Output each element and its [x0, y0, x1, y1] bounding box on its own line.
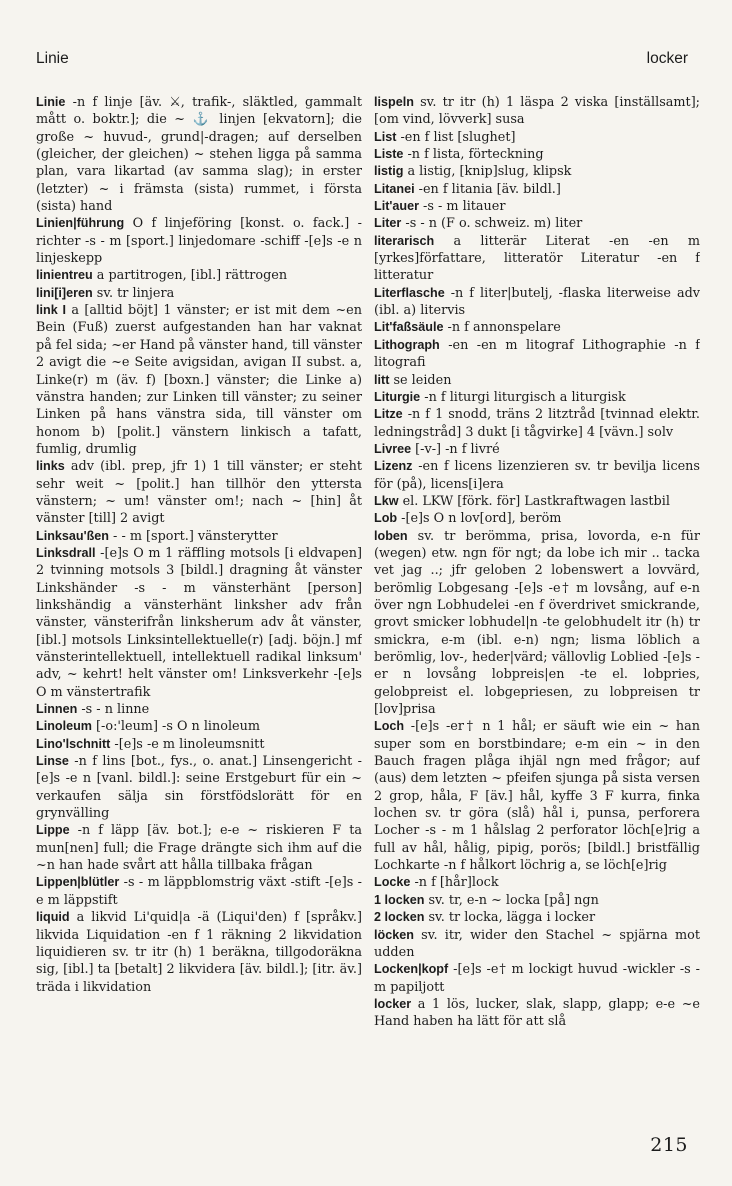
- entry-text: el. LKW [förk. för] Lastkraftwagen lastbil: [398, 493, 670, 509]
- dictionary-entry: [36, 822, 362, 874]
- entry-headword: Litanei: [374, 181, 415, 196]
- dictionary-entry: [374, 94, 700, 129]
- dictionary-entry: [374, 285, 700, 320]
- entry-headword: Liste: [374, 147, 404, 162]
- entry-text: -s - m läppblomstrig växt -stift -[e]s -e m läppstift: [36, 875, 362, 908]
- entry-headword: Livree: [374, 441, 412, 456]
- dictionary-entry: [36, 736, 362, 753]
- entry-text: -en f list [slughet]: [396, 129, 516, 145]
- dictionary-entry: [374, 319, 700, 336]
- entry-text: -s - n linne: [77, 702, 150, 718]
- entry-headword: Lob: [374, 511, 398, 526]
- dictionary-entry: [374, 493, 700, 510]
- dictionary-entry: [374, 146, 700, 163]
- dictionary-entry: [374, 961, 700, 996]
- entry-text: -n f [hår]lock: [410, 875, 499, 891]
- entry-headword: liquid: [36, 910, 70, 925]
- entry-text: a 1 lös, lucker, slak, slapp, glapp; e-e ~e Hand haben ha lätt för att slå: [374, 996, 700, 1030]
- entry-headword: Lippe: [36, 823, 70, 838]
- dictionary-entry: [374, 441, 700, 458]
- dictionary-entry: [374, 198, 700, 215]
- entry-text: sv. tr, e-n ~ locka [på] ngn: [424, 892, 599, 908]
- entry-headword: Lkw: [374, 493, 399, 508]
- entry-text: -n f lista, förteckning: [403, 147, 544, 163]
- entry-headword: Locken|kopf: [374, 962, 449, 977]
- dictionary-entry: [374, 874, 700, 891]
- right-column: [374, 94, 700, 1144]
- dictionary-entry: [36, 718, 362, 735]
- running-head-left: Linie: [36, 50, 69, 67]
- entry-text: [-v-] -n f livré: [411, 441, 500, 457]
- entry-headword: Loch: [374, 719, 405, 734]
- entry-text: O f linjeföring [konst. o. fack.] -richter -s - m [sport.] linjedomare -schiff -[e]s -e n linjeskepp: [36, 216, 362, 267]
- dictionary-entry: [374, 233, 700, 285]
- entry-text: a litterär Literat -en -en m [yrkes]författare, litteratör Literatur -en f litteratur: [374, 233, 700, 284]
- dictionary-entry: [374, 927, 700, 962]
- entry-text: -en f litania [äv. bildl.]: [414, 181, 561, 197]
- entry-text: -[e]s O m 1 räffling motsols [i eldvapen] 2 tvinning motsols 3 [bildl.] dragning åt vänster Linkshänder -s - m vänsterhänt [person] linkshändig a vänsterhänt linksher adv från vänster, vänsterifrån linksherum adv åt vänster, [ibl.] motsols Linksintellektuelle(r) [adj. böjn.] mf vänsterintellektuell, intellektuell radikal linksum' adv, ~ kehrt! helt vänster om! Linksverkehr -[e]s O m vänstertrafik: [36, 545, 362, 700]
- entry-headword: loben: [374, 528, 408, 543]
- dictionary-entry: [36, 458, 362, 527]
- entry-headword: Linse: [36, 754, 69, 769]
- entry-headword: link I: [36, 303, 67, 318]
- entry-headword: listig: [374, 164, 404, 179]
- entry-text: -[e]s O n lov[ord], beröm: [397, 511, 562, 527]
- entry-headword: Linie: [36, 95, 66, 109]
- entry-headword: lini[i]eren: [36, 285, 93, 300]
- entry-headword: lispeln: [374, 95, 414, 109]
- entry-headword: List: [374, 129, 397, 144]
- dictionary-entry: [374, 372, 700, 389]
- entry-headword: Litze: [374, 407, 403, 422]
- entry-text: sv. itr, wider den Stachel ~ spjärna mot udden: [374, 927, 700, 960]
- entry-headword: locker: [374, 996, 412, 1011]
- entry-headword: 2 locken: [374, 910, 425, 925]
- dictionary-entry: [374, 129, 700, 146]
- dictionary-entry: [374, 181, 700, 198]
- dictionary-entry: [374, 337, 700, 372]
- dictionary-entry: [36, 267, 362, 284]
- entry-text: adv (ibl. prep, jfr 1) 1 till vänster; er steht sehr weit ~ [polit.] han tillhör den yttersta vänstern; ~ um! vänster om!; nach ~ [hin] åt vänster [till] 2 avigt: [36, 459, 362, 527]
- entry-text: -n f liturgi liturgisch a liturgisk: [420, 389, 626, 405]
- running-header: [0, 50, 732, 74]
- dictionary-entry: [374, 163, 700, 180]
- dictionary-entry: [36, 302, 362, 458]
- entry-text: [-o:'leum] -s O n linoleum: [91, 719, 261, 735]
- entry-headword: Linksdrall: [36, 545, 96, 560]
- dictionary-entry: [374, 996, 700, 1031]
- entry-text: -[e]s -e† m lockigt huvud -wickler -s - m papiljott: [374, 962, 700, 995]
- entry-headword: Linksau'ßen: [36, 528, 109, 543]
- entry-text: sv. tr locka, lägga i locker: [424, 910, 596, 926]
- dictionary-entry: [36, 909, 362, 996]
- dictionary-entry: [36, 874, 362, 909]
- dictionary-entry: [36, 285, 362, 302]
- dictionary-entry: [36, 94, 362, 215]
- dictionary-entry: [374, 389, 700, 406]
- entry-headword: Linnen: [36, 702, 78, 717]
- entry-headword: Liturgie: [374, 389, 421, 404]
- entry-text: -n f läpp [äv. bot.]; e-e ~ riskieren F ta mun[nen] full; die Frage drängte sich ihm auf die ~n han hade svårt att hålla tillbaka frågan: [36, 823, 362, 874]
- dictionary-entry: [36, 215, 362, 267]
- entry-text: -[e]s -er† n 1 hål; er säuft wie ein ~ han super som en borstbindare; e-m ein ~ in den Bauch fragen plåga ihjäl ngn med frågor; auf (aus) dem letzten ~ pfeifen sjunga på sista versen 2 grop, håla, F [äv.] hål, kyffe 3 F kurra, finka lochen sv. tr göra (slå) hål i, punsa, perforera Locher -s - m 1 hålslag 2 perforator löch[e]rig a full av hål, hålig, pipig, porös; [bildl.] bristfällig Lochkarte -n f hålkort löchrig a, se löch[e]rig: [374, 719, 700, 874]
- entry-headword: Lit'auer: [374, 199, 419, 214]
- entry-text: -n f lins [bot., fys., o. anat.] Linsengericht -[e]s -e n [vanl. bildl.]: seine Erstgeburt für ein ~ verkaufen sälja sin förstfödslorätt för en grynvälling: [36, 754, 362, 822]
- entry-headword: Locke: [374, 875, 411, 890]
- dictionary-entry: [374, 892, 700, 909]
- entry-text: se leiden: [389, 372, 452, 388]
- entry-headword: Lizenz: [374, 459, 413, 474]
- entry-headword: Literflasche: [374, 285, 445, 300]
- running-head-right: locker: [646, 50, 688, 67]
- entry-text: -[e]s -e m linoleumsnitt: [110, 736, 265, 752]
- entry-text: - - m [sport.] vänsterytter: [108, 528, 278, 544]
- dictionary-entry: [374, 528, 700, 719]
- dictionary-entry: [374, 458, 700, 493]
- entry-headword: Linoleum: [36, 719, 92, 734]
- dictionary-entry: [374, 718, 700, 874]
- left-column: [36, 94, 362, 1144]
- entry-text: -n f annonspelare: [443, 320, 561, 336]
- dictionary-entry: [36, 701, 362, 718]
- entry-text: sv. tr berömma, prisa, lovorda, e-n für (wegen) etw. ngn för ngt; da lobe ich mir .. tacka vet jag ..; jfr geloben 2 lobenswert a lovvärd, berömlig Lobgesang -[e]s -e† m lovsång, auf e-n över ngn Lobhudelei -en f överdrivet smickrande, grovt smicker lobhudel|n -te gelobhudelt itr (h) tr smickra, e-m (ibl. e-n) ngn; lisma löblich a berömlig, lov-, heder|värd; vällovlig Loblied -[e]s -er n lovsång lobpreis|en -te el. lobpries, gelobpreist el. lobgepriesen, zu lobpreisen tr [lov]prisa: [374, 528, 700, 718]
- entry-text: -en f licens lizenzieren sv. tr bevilja licens för (på), licens[i]era: [374, 459, 700, 492]
- entry-text: -n f 1 snodd, träns 2 litztråd [tvinnad elektr. ledningstråd] 3 dukt [i tågvirke] 4 [vävn.] solv: [374, 407, 700, 440]
- dictionary-entry: [374, 215, 700, 232]
- entry-headword: Lit'faßsäule: [374, 320, 444, 335]
- entry-text: sv. tr linjera: [92, 285, 175, 301]
- entry-text: -n f liter|butelj, -flaska literweise adv (ibl. a) litervis: [374, 285, 700, 319]
- dictionary-entry: [374, 510, 700, 527]
- entry-headword: Lippen|blütler: [36, 875, 120, 890]
- entry-text: sv. tr itr (h) 1 läspa 2 viska [inställsamt]; [om vind, lövverk] susa: [374, 95, 700, 128]
- entry-headword: linientreu: [36, 268, 93, 283]
- entry-headword: Lino'lschnitt: [36, 736, 111, 751]
- dictionary-entry: [36, 545, 362, 701]
- entry-text: a likvid Li'quid|a -ä (Liqui'den) f [språkv.] likvida Liquidation -en f 1 räkning 2 likvidation liquidieren sv. tr itr (h) 1 beräkna, tillgodoräkna sig, [ibl.] ta [betalt] 2 likvidera [äv. bildl.]; [itr. äv.] träda i likvidation: [36, 910, 362, 995]
- entry-text: a [alltid böjt] 1 vänster; er ist mit dem ~en Bein (Fuß) zuerst aufgestanden han har vaknat på fel sida; ~er Hand på vänster hand, till vänster 2 avigt die ~e Seite avigsidan, avigan II subst. a, Linke(r) m (äv. f) [boxn.] vänster; die Linke a) vänstra handen; zur Linken till vänster; zu seiner Linken på hans vänstra sida, till vänster om honom b) [polit.] vänstern linkisch a tafatt, fumlig, drumlig: [36, 303, 362, 457]
- dictionary-entry: [36, 753, 362, 822]
- page-number: 215: [650, 1134, 688, 1156]
- entry-headword: links: [36, 459, 65, 474]
- entry-headword: löcken: [374, 927, 414, 942]
- entry-text: a listig, [knip]slug, klipsk: [403, 164, 572, 180]
- entry-text: -n f linje [äv. ⚔, trafik-, släktled, gammalt mått o. boktr.]; die ~ ⚓ linjen [ekvatorn]; die große ~ huvud-, grund|-dragen; auf derselben (gleicher, der gleichen) ~ stehen ligga på samma plan, vara likartad (av samma slag); in erster (letzter) ~ i främsta (sista) rummet, i första (sista) hand: [36, 95, 362, 215]
- entry-headword: Liter: [374, 216, 402, 231]
- dictionary-entry: [36, 528, 362, 545]
- entry-text: -s - n (F o. schweiz. m) liter: [401, 216, 583, 232]
- entry-headword: Linien|führung: [36, 216, 125, 231]
- entry-text: a partitrogen, [ibl.] rättrogen: [92, 268, 288, 284]
- dictionary-entry: [374, 909, 700, 926]
- dictionary-entry: [374, 406, 700, 441]
- entry-headword: Lithograph: [374, 337, 440, 352]
- entry-headword: litt: [374, 372, 390, 387]
- entry-text: -s - m litauer: [418, 199, 506, 215]
- entry-text: -en -en m litograf Lithographie -n f litografi: [374, 337, 700, 371]
- entry-headword: literarisch: [374, 233, 435, 248]
- entry-headword: 1 locken: [374, 892, 425, 907]
